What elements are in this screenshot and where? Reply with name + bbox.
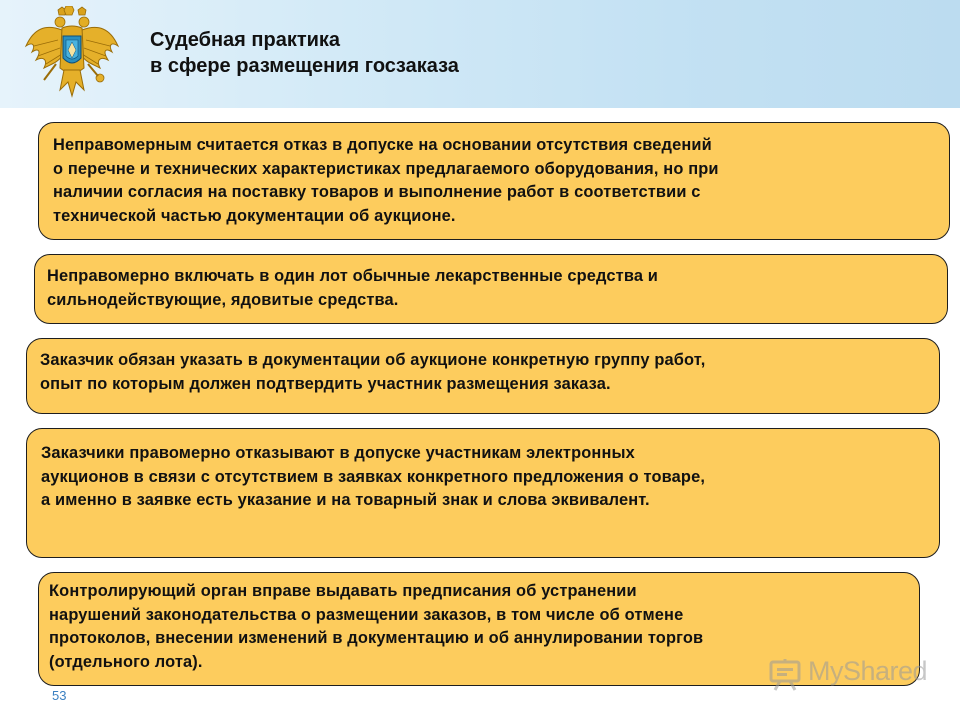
header-band <box>0 0 960 108</box>
ruling-box-2 <box>34 254 948 324</box>
title-line-2: в сфере размещения госзаказа <box>150 55 459 77</box>
box-line: технической частью документации об аукционе. <box>53 206 456 225</box>
box-line: Неправомерным считается отказ в допуске на основании отсутствия сведений <box>53 136 712 154</box>
watermark <box>768 654 938 694</box>
ruling-box-4 <box>26 428 940 558</box>
watermark-text: MyShared <box>808 656 928 686</box>
box-line: Контролирующий орган вправе выдавать предписания об устранении <box>49 582 637 600</box>
box-line: наличии согласия на поставку товаров и выполнение работ в соответствии с <box>53 183 701 201</box>
page-number: 53 <box>52 688 67 703</box>
ruling-box-3 <box>26 338 940 414</box>
box-line: о перечне и технических характеристиках предлагаемого оборудования, но при <box>53 159 719 178</box>
ruling-box-1 <box>38 122 950 240</box>
box-line: протоколов, внесении изменений в документацию и об аннулировании торгов <box>49 629 704 647</box>
double-headed-eagle-emblem-icon <box>22 6 122 102</box>
box-line: Неправомерно включать в один лот обычные лекарственные средства и <box>47 267 659 285</box>
box-line: а именно в заявке есть указание и на товарный знак и слова эквивалент. <box>41 491 650 509</box>
box-line: опыт по которым должен подтвердить участник размещения заказа. <box>40 374 611 393</box>
box-line: Заказчик обязан указать в документации об аукционе конкретную группу работ, <box>40 351 706 369</box>
presentation-board-icon <box>768 658 802 692</box>
box-line: Заказчики правомерно отказывают в допуске участникам электронных <box>41 444 635 462</box>
box-line: сильнодействующие, ядовитые средства. <box>47 290 399 309</box>
box-line: аукционов в связи с отсутствием в заявках конкретного предложения о товаре, <box>41 467 706 486</box>
box-line: нарушений законодательства о размещении заказов, в том числе об отмене <box>49 605 684 624</box>
title-line-1: Судебная практика <box>150 29 341 51</box>
box-line: (отдельного лота). <box>49 652 203 671</box>
slide-title <box>150 27 459 79</box>
